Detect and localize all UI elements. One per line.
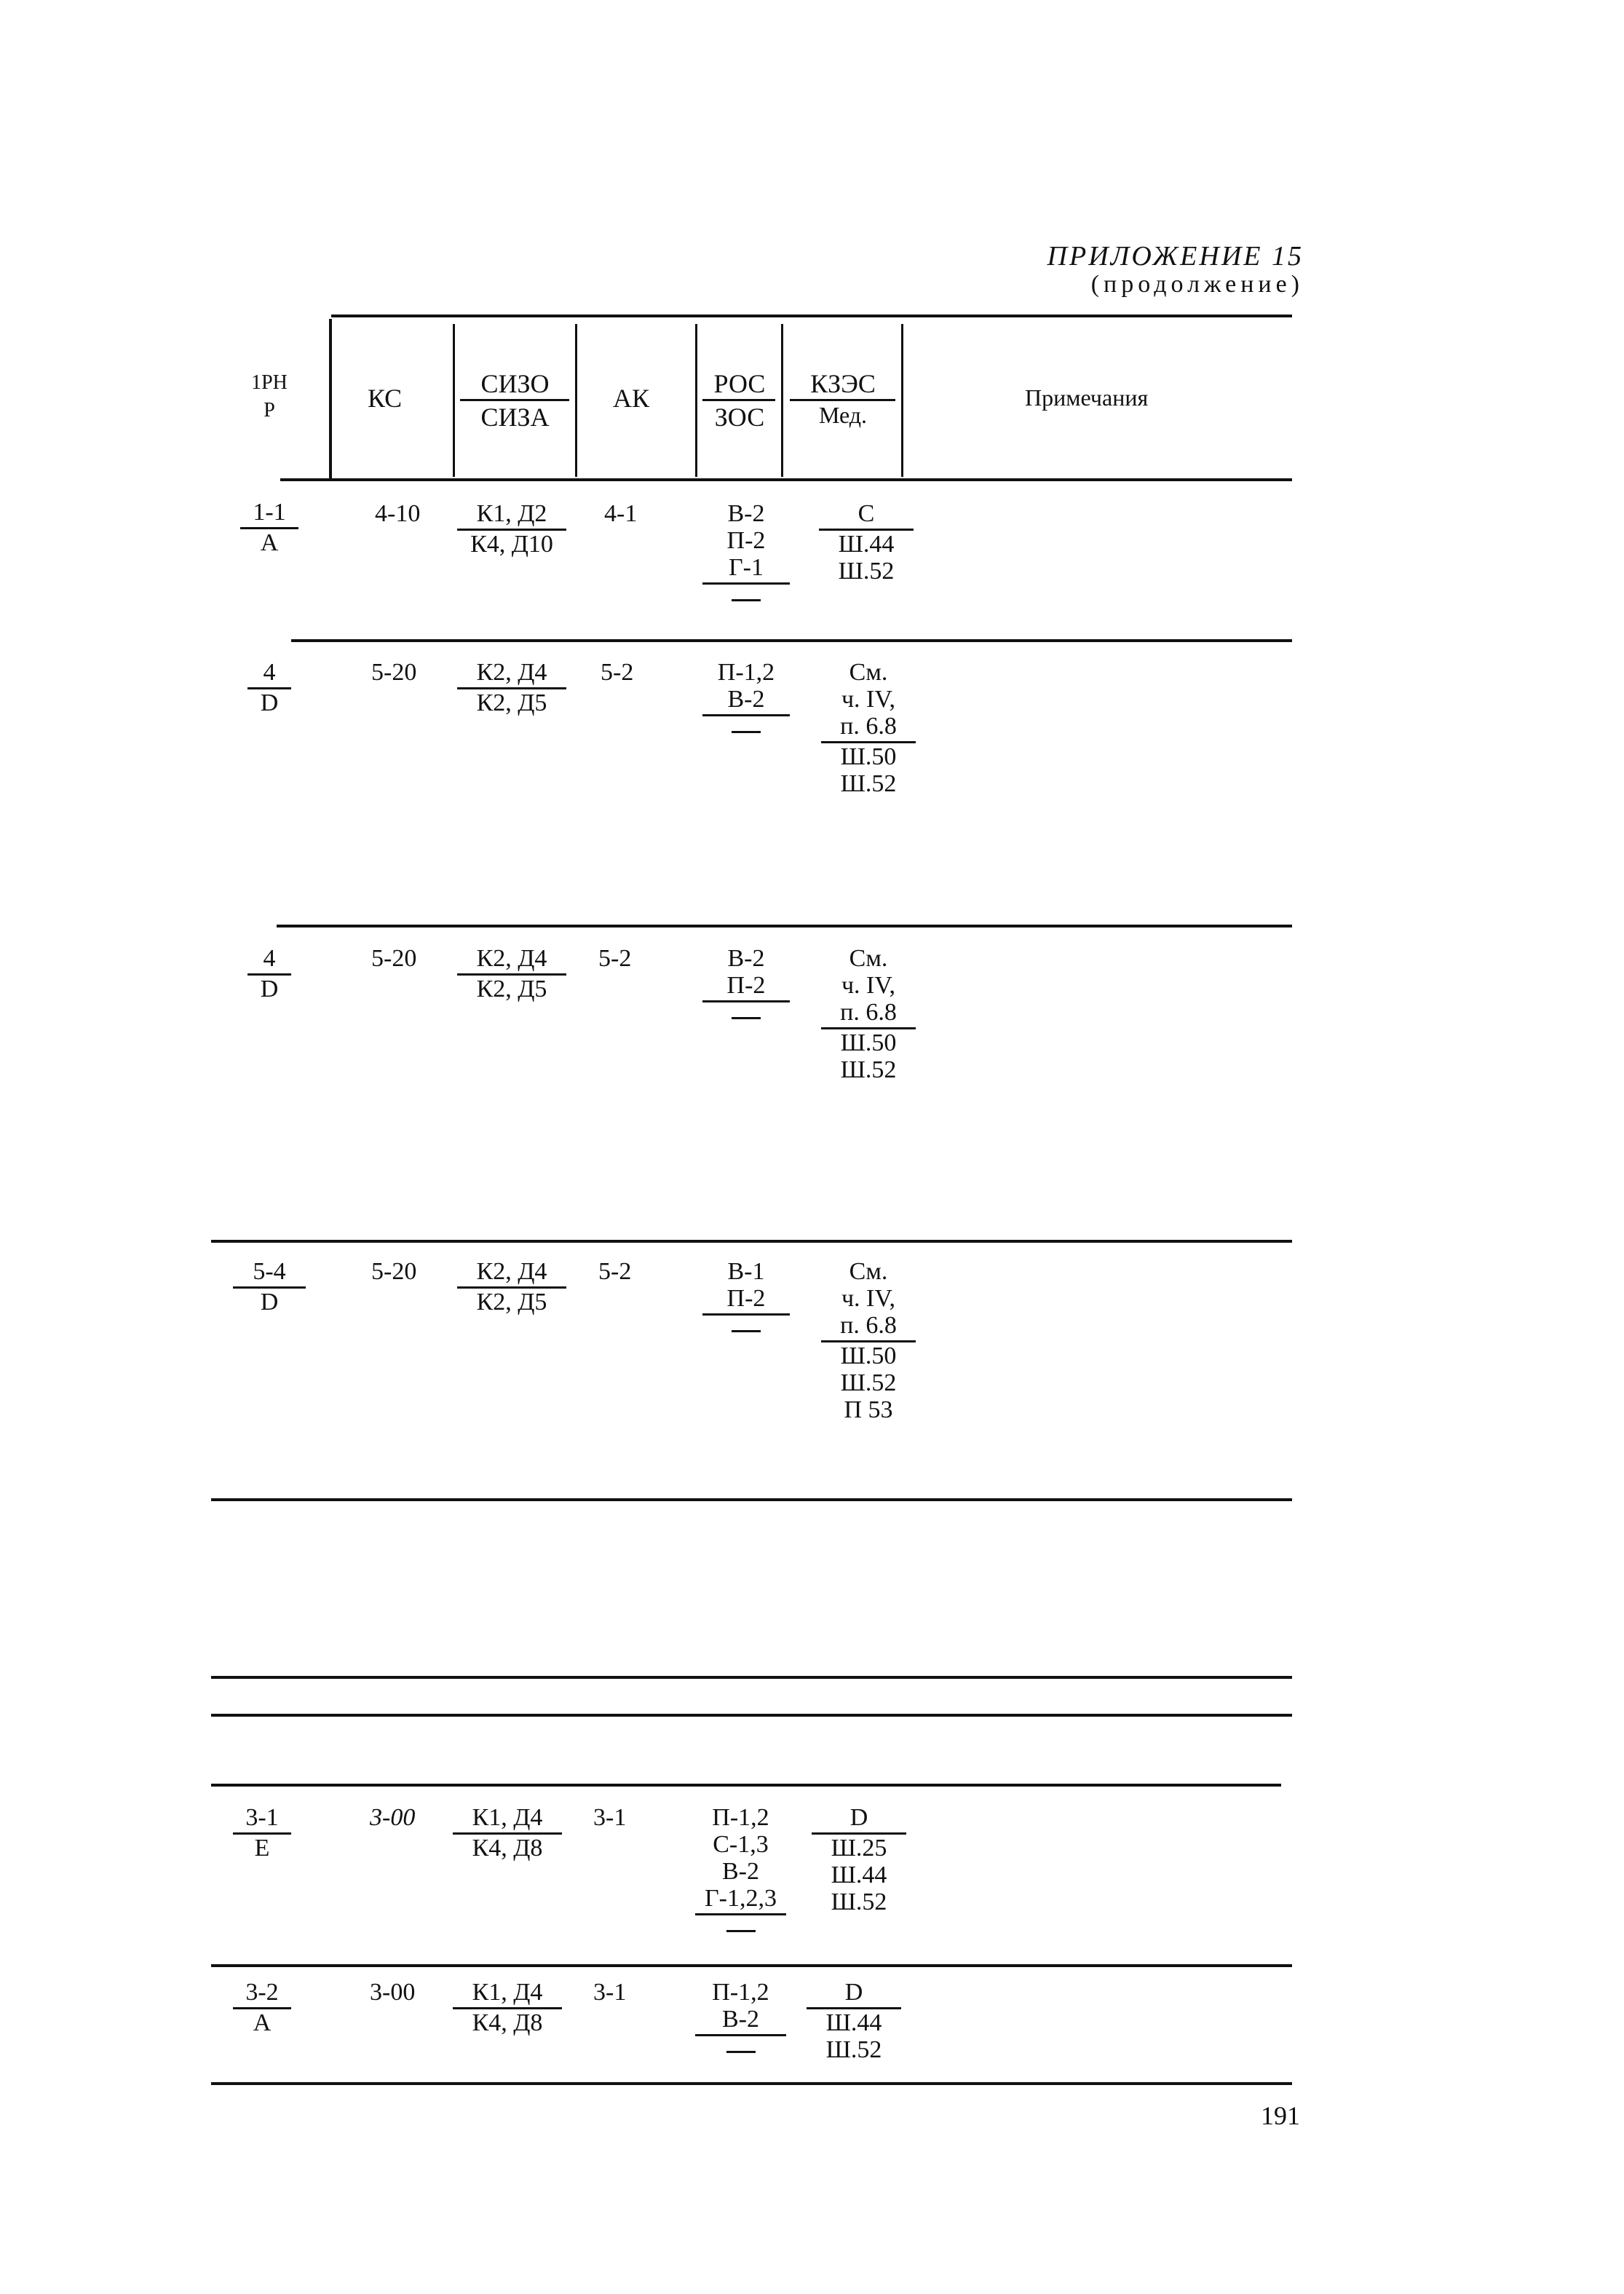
row-kzes-b2: Ш.52: [840, 770, 897, 797]
row-ak: 3-1: [593, 1979, 627, 2006]
row-id-top: 1-1: [240, 499, 298, 529]
row-divider: [211, 1964, 1292, 1967]
col-first-bottom: Р: [264, 399, 275, 422]
row-ks: 4-10: [375, 500, 421, 527]
row-sizo-top: К2, Д4: [457, 945, 566, 976]
row-kzes-t2: ч. IV,: [841, 686, 896, 713]
row-sizo-bottom: К2, Д5: [476, 689, 547, 716]
row-sizo-bottom: К4, Д8: [472, 1835, 543, 1862]
empty-dash: [732, 599, 761, 601]
row-ros-2: В-2: [695, 2006, 786, 2036]
row-ks: 3-00: [370, 1804, 416, 1831]
col-ak: АК: [613, 384, 650, 413]
row-kzes-b2: Ш.52: [840, 1369, 897, 1396]
row-kzes-t3: п. 6.8: [821, 1312, 916, 1342]
row-ak: 5-2: [598, 945, 632, 972]
col-sizo-top: СИЗО: [480, 369, 550, 398]
row-divider: [291, 639, 1292, 642]
row-sizo-top: К2, Д4: [457, 659, 566, 689]
row-divider: [211, 1240, 1292, 1243]
col-ros-top: РОС: [713, 369, 766, 398]
row-ros-1: В-2: [727, 945, 765, 972]
row-kzes-b1: Ш.44: [838, 531, 895, 558]
row-sizo-top: К2, Д4: [457, 1258, 566, 1289]
row-kzes-t3: п. 6.8: [821, 999, 916, 1029]
row-sizo-bottom: К2, Д5: [476, 1289, 547, 1316]
row-ros-1: П-1,2: [712, 1979, 769, 2006]
row-id-bottom: D: [260, 976, 279, 1002]
row-kzes-b2: Ш.52: [825, 2036, 882, 2063]
row-kzes-b1: Ш.50: [840, 1029, 897, 1056]
row-id-top: 5-4: [233, 1258, 306, 1289]
col-first-top: 1РН: [251, 371, 288, 394]
col-kzes-top: КЗЭС: [810, 369, 876, 398]
row-ks: 5-20: [371, 659, 417, 686]
row-kzes-t1: См.: [849, 945, 888, 972]
row-kzes-t2: ч. IV,: [841, 972, 896, 999]
row-ros-1: В-1: [727, 1258, 765, 1285]
row-ak: 5-2: [601, 659, 634, 686]
empty-dash: [732, 1330, 761, 1332]
row-sizo-top: К1, Д2: [457, 500, 566, 531]
row-divider: [277, 925, 1292, 928]
row-divider: [211, 1714, 1292, 1717]
page-number: 191: [1261, 2101, 1300, 2130]
row-divider: [211, 1784, 1281, 1787]
empty-dash: [726, 1930, 756, 1932]
row-sizo-top: К1, Д4: [453, 1804, 562, 1835]
row-id-top: 4: [247, 659, 291, 689]
row-divider: [211, 1498, 1292, 1501]
row-ak: 3-1: [593, 1804, 627, 1831]
row-id-bottom: D: [260, 1289, 279, 1316]
row-kzes-b1: Ш.25: [831, 1835, 887, 1862]
row-id-top: 3-2: [233, 1979, 291, 2009]
row-kzes-b1: Ш.50: [840, 743, 897, 770]
row-ros-1: П-1,2: [717, 659, 775, 686]
row-ak: 5-2: [598, 1258, 632, 1285]
row-ros-2: П-2: [702, 972, 790, 1002]
row-ros-3: В-2: [722, 1858, 759, 1885]
col-kzes-bottom: Мед.: [818, 402, 868, 428]
row-ros-3: Г-1: [702, 554, 790, 585]
row-kzes-t3: п. 6.8: [821, 713, 916, 743]
row-kzes-t1: См.: [849, 1258, 888, 1285]
row-sizo-top: К1, Д4: [453, 1979, 562, 2009]
table-bottom-rule: [211, 2082, 1292, 2085]
row-ks: 3-00: [370, 1979, 416, 2006]
row-sizo-bottom: К4, Д10: [470, 531, 553, 558]
row-kzes-top: С: [819, 500, 914, 531]
row-ros-2: В-2: [702, 686, 790, 716]
row-kzes-t2: ч. IV,: [841, 1285, 896, 1312]
row-kzes-b1: Ш.50: [840, 1342, 897, 1369]
row-kzes-top: D: [807, 1979, 901, 2009]
row-id-top: 4: [247, 945, 291, 976]
empty-dash: [732, 731, 761, 733]
row-ros-2: С-1,3: [713, 1831, 769, 1858]
col-ros-bottom: ЗОС: [714, 403, 765, 432]
row-kzes-top: D: [812, 1804, 906, 1835]
row-id-bottom: А: [260, 529, 279, 556]
empty-dash: [732, 1017, 761, 1019]
row-sizo-bottom: К2, Д5: [476, 976, 547, 1002]
row-ros-2: П-2: [702, 1285, 790, 1316]
appendix-title: ПРИЛОЖЕНИЕ 15: [1047, 241, 1304, 272]
row-id-bottom: Е: [254, 1835, 270, 1862]
row-kzes-b3: П 53: [844, 1396, 893, 1423]
row-ros-1: П-1,2: [712, 1804, 769, 1831]
row-id-bottom: А: [253, 2009, 272, 2036]
row-kzes-b1: Ш.44: [825, 2009, 882, 2036]
row-kzes-b2: Ш.44: [831, 1862, 887, 1888]
row-kzes-b3: Ш.52: [831, 1888, 887, 1915]
row-id-bottom: D: [260, 689, 279, 716]
col-notes: Примечания: [1025, 384, 1149, 411]
empty-dash: [726, 2051, 756, 2053]
row-ks: 5-20: [371, 1258, 417, 1285]
row-kzes-b2: Ш.52: [840, 1056, 897, 1083]
row-divider: [211, 1676, 1292, 1679]
appendix-subtitle: (продолжение): [1090, 271, 1304, 298]
col-sizo-bottom: СИЗА: [480, 403, 550, 432]
row-ros-1: В-2: [727, 500, 765, 527]
row-kzes-b2: Ш.52: [838, 558, 895, 585]
row-kzes-t1: См.: [849, 659, 888, 686]
col-ks: КС: [368, 384, 403, 413]
row-ks: 5-20: [371, 945, 417, 972]
row-ak: 4-1: [604, 500, 638, 527]
row-ros-4: Г-1,2,3: [695, 1885, 786, 1915]
row-sizo-bottom: К4, Д8: [472, 2009, 543, 2036]
row-ros-2: П-2: [726, 527, 766, 554]
row-id-top: 3-1: [233, 1804, 291, 1835]
